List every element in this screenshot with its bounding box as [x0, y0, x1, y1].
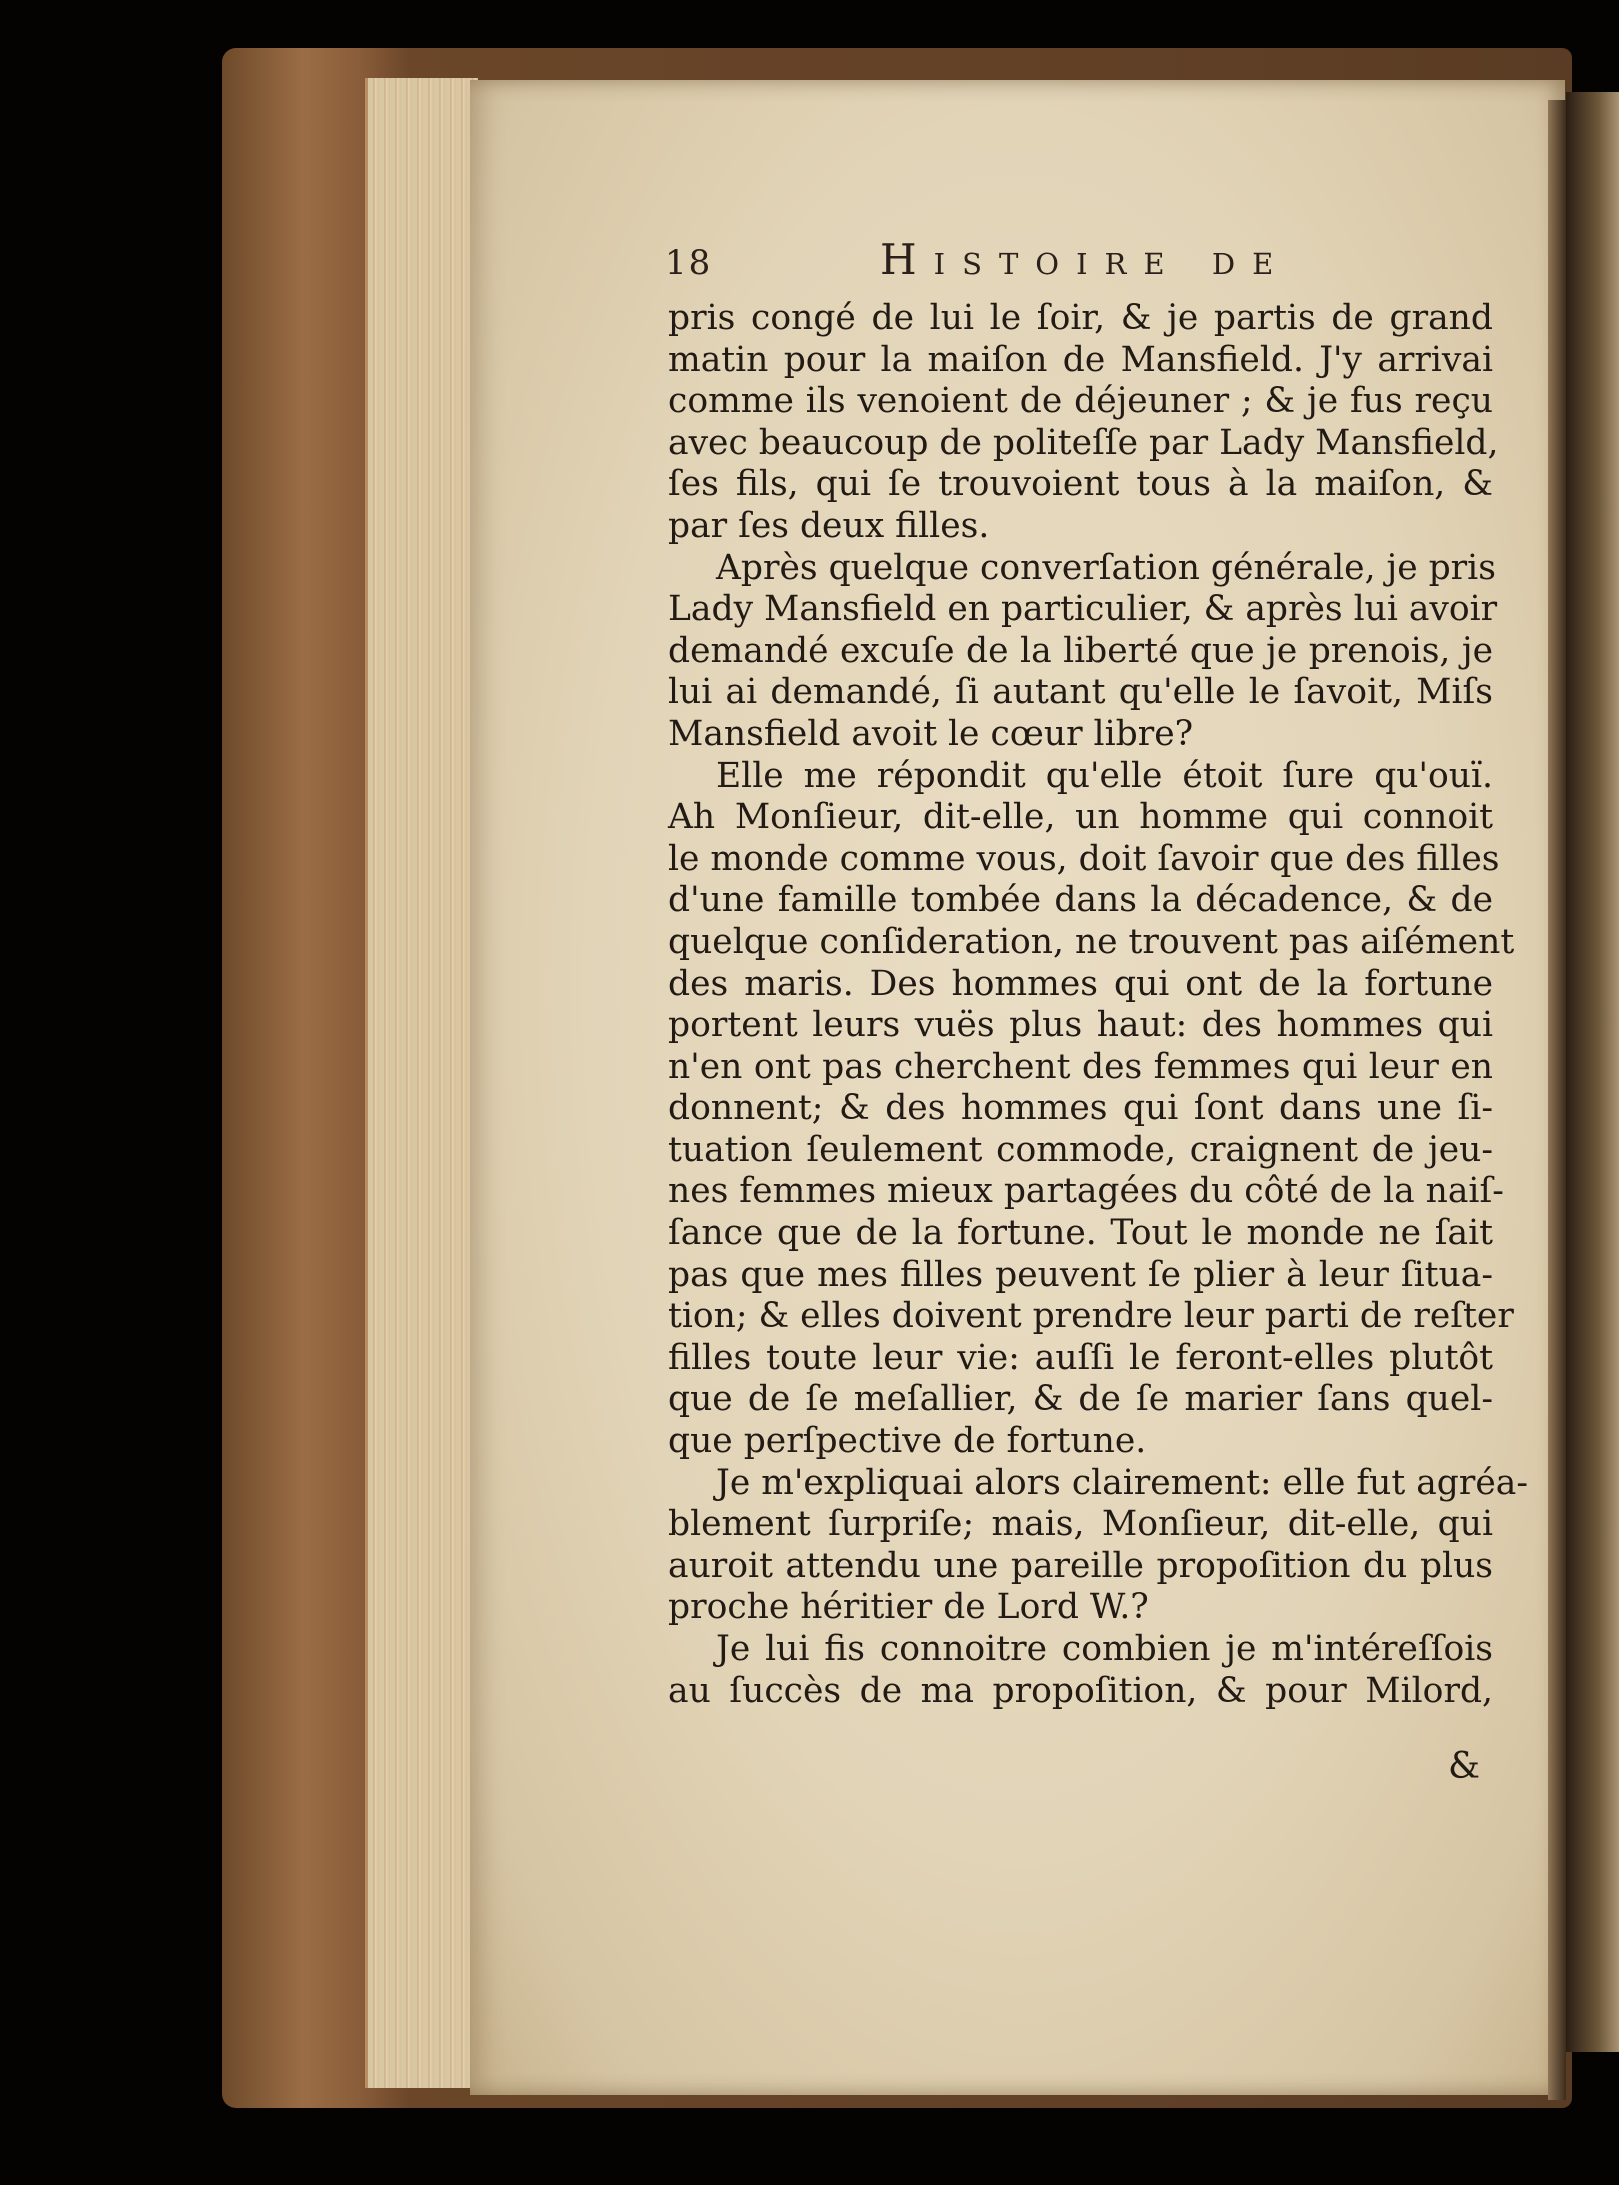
text-line: Après quelque converſation générale, je pris: [716, 547, 1496, 588]
body-text: [668, 298, 1528, 1712]
text-line: Ah Monſieur, dit-elle, un homme qui connoit: [668, 797, 1493, 838]
text-line: demandé excuſe de la liberté que je prenois, je: [668, 630, 1493, 671]
page-number: 18: [665, 243, 713, 283]
text-line: d'une famille tombée dans la décadence, & de: [668, 880, 1493, 921]
text-line: blement ſurpriſe; mais, Monſieur, dit-elle, qui: [668, 1504, 1493, 1545]
text-line: avec beaucoup de politeſſe par Lady Mansfield,: [668, 422, 1499, 463]
text-line: Lady Mansfield en particulier, & après lui avoir: [668, 589, 1498, 630]
text-line: auroit attendu une pareille propoſition du plus: [668, 1545, 1493, 1586]
page-header: [665, 235, 1535, 295]
text-line: Mansfield avoit le cœur libre?: [668, 713, 1194, 754]
text-line: portent leurs vuës plus haut: des hommes qui: [668, 1005, 1493, 1046]
text-line: quelque conſideration, ne trouvent pas aiſément: [668, 921, 1515, 962]
text-line: nes femmes mieux partagées du côté de la naiſ-: [668, 1171, 1504, 1212]
text-line: matin pour la maiſon de Mansfield. J'y arrivai: [668, 339, 1493, 380]
text-line: filles toute leur vie: auſſi le feront-elles plutôt: [668, 1337, 1493, 1378]
text-line: par ſes deux filles.: [668, 505, 990, 546]
text-line: tuation ſeulement commode, craignent de jeu-: [668, 1129, 1493, 1170]
text-line: au ſuccès de ma propoſition, & pour Milord,: [668, 1670, 1493, 1711]
text-line: ſes fils, qui ſe trouvoient tous à la maiſon, &: [668, 464, 1493, 505]
text-line: proche héritier de Lord W.?: [668, 1587, 1149, 1628]
text-line: n'en ont pas cherchent des femmes qui leur en: [668, 1046, 1493, 1087]
catchword: &: [1448, 1746, 1481, 1787]
text-line: pris congé de lui le ſoir, & je partis de grand: [668, 298, 1493, 338]
gutter-shadow: [1548, 100, 1566, 2100]
text-line: pas que mes filles peuvent ſe plier à leur ſitua-: [668, 1254, 1493, 1295]
text-line: le monde comme vous, doit ſavoir que des filles: [668, 838, 1500, 879]
text-line: que de ſe meſallier, & de ſe marier ſans quel-: [668, 1379, 1493, 1420]
text-line: Elle me répondit qu'elle étoit ſure qu'ouï.: [716, 755, 1493, 796]
text-line: Je lui fis connoitre combien je m'intéreſſois: [716, 1629, 1493, 1669]
facing-page-edge: [1566, 92, 1619, 2052]
text-line: ſance que de la fortune. Tout le monde ne ſait: [668, 1213, 1493, 1254]
text-line: que perſpective de fortune.: [668, 1421, 1147, 1462]
text-line: comme ils venoient de déjeuner ; & je fus reçu: [668, 381, 1493, 422]
text-line: lui ai demandé, ſi autant qu'elle le ſavoit, Miſs: [668, 672, 1493, 713]
text-line: des maris. Des hommes qui ont de la fortune: [668, 963, 1493, 1004]
text-line: Je m'expliquai alors clairement: elle fut agréa-: [716, 1462, 1528, 1503]
running-title: Histoire de: [880, 235, 1291, 284]
text-line: donnent; & des hommes qui ſont dans une ſi-: [668, 1088, 1493, 1129]
page-edges: [365, 78, 478, 2088]
text-line: tion; & elles doivent prendre leur parti de reſter: [668, 1296, 1514, 1337]
